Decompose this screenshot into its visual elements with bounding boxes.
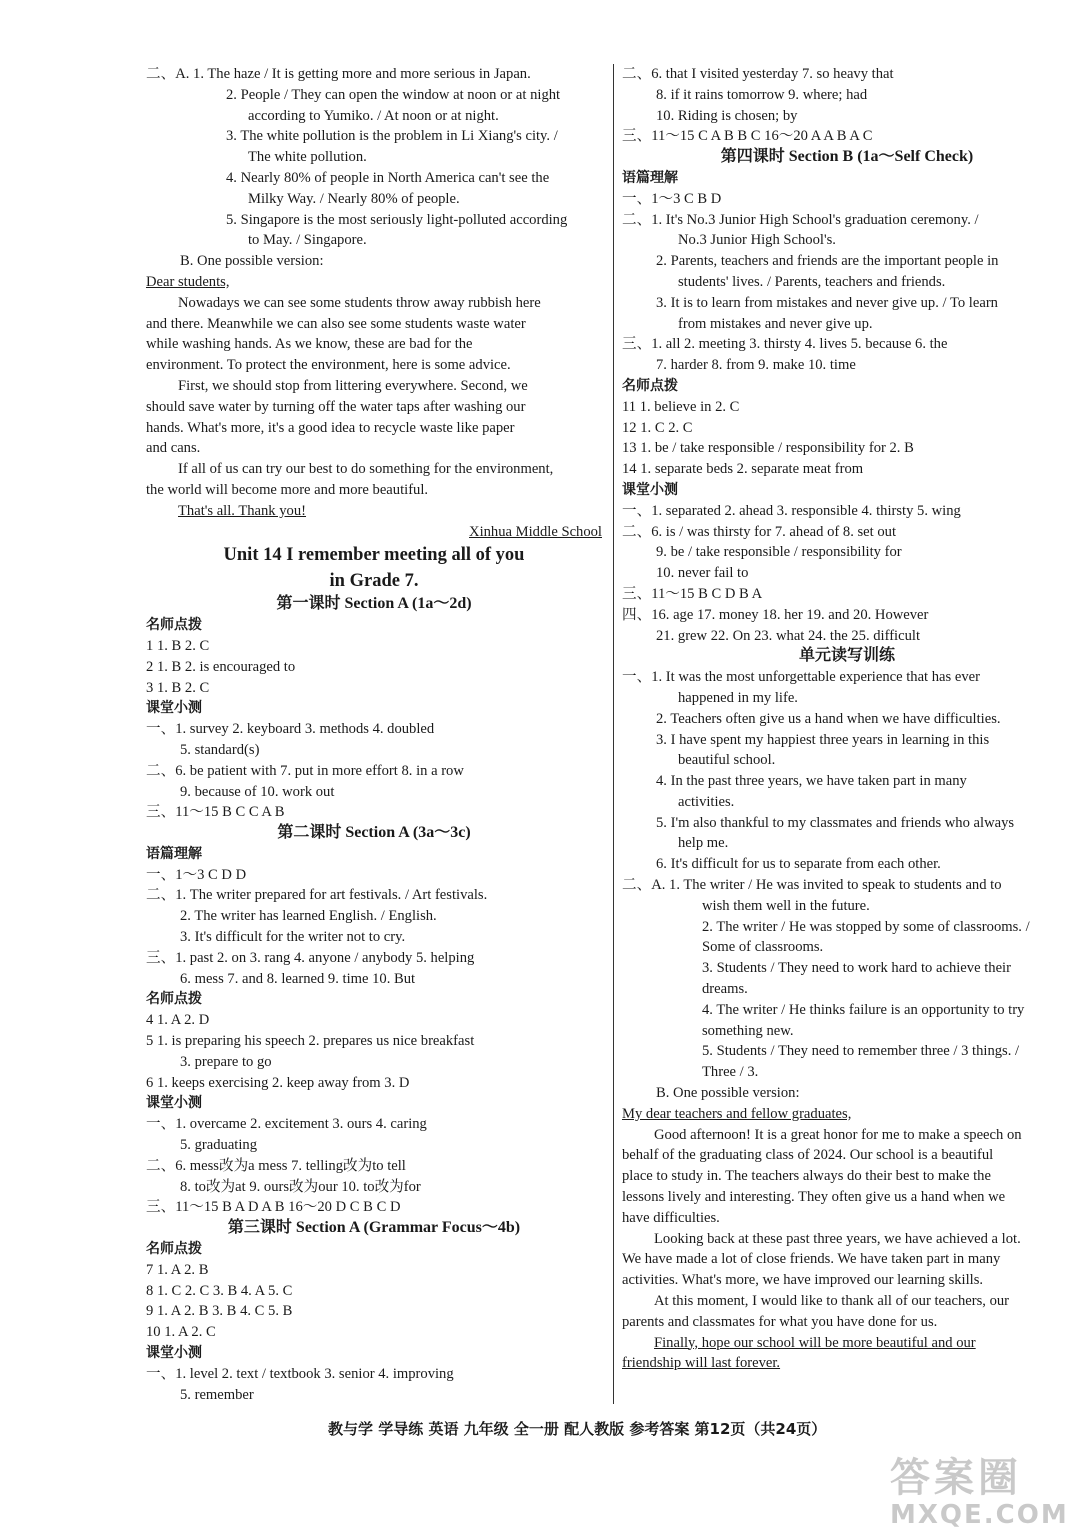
text-line: 12 1. C 2. C	[622, 419, 693, 436]
text-line: 第二课时 Section A (3a～3c)	[277, 824, 471, 842]
text-line: 14 1. separate beds 2. separate meat from	[622, 461, 864, 478]
text-line: 1 1. B 2. C	[146, 637, 210, 654]
text-line: 第四课时 Section B (1a～Self Check)	[720, 148, 974, 166]
text-line: 2 1. B 2. is encouraged to	[146, 658, 296, 675]
text-line: Dear students,	[146, 273, 230, 290]
text-line: 2. Parents, teachers and friends are the important people in	[656, 253, 999, 270]
text-line: 二、6. that I visited yesterday 7. so heavy that	[622, 66, 894, 82]
text-line: 课堂小测	[146, 700, 202, 717]
text-line: 三、11～15 B C D B A	[622, 585, 763, 602]
text-line: 7 1. A 2. B	[146, 1261, 209, 1278]
text-line: 3. The white pollution is the problem in Li Xiang's city. /	[226, 128, 558, 145]
text-line: dreams.	[702, 981, 748, 998]
text-line: B. One possible version:	[180, 253, 324, 270]
text-line: 10. never fail to	[656, 565, 749, 582]
text-line: 三、11～15 B C C A B	[146, 804, 285, 821]
text-line: 8 1. C 2. C 3. B 4. A 5. C	[146, 1282, 293, 1299]
text-line: Unit 14 I remember meeting all of you	[223, 545, 525, 566]
text-line: 三、11～15 B A D A B 16～20 D C B C D	[146, 1199, 401, 1216]
text-line: Good afternoon! It is a great honor for me to make a speech on	[654, 1126, 1022, 1143]
text-line: 4. In the past three years, we have taken part in many	[656, 773, 967, 790]
text-line: 课堂小测	[146, 1095, 202, 1112]
text-line: to May. / Singapore.	[248, 232, 367, 249]
text-line: 一、1. overcame 2. excitement 3. ours 4. caring	[146, 1116, 427, 1133]
text-line: 11 1. believe in 2. C	[622, 398, 740, 415]
text-line: hands. What's more, it's a good idea to recycle waste like paper	[146, 419, 515, 436]
text-line: Nowadays we can see some students throw away rubbish here	[178, 294, 541, 311]
text-line: 二、A. 1. The haze / It is getting more and more serious in Japan.	[146, 66, 531, 82]
text-line: 一、1～3 C D D	[146, 866, 247, 883]
text-line: B. One possible version:	[656, 1085, 800, 1102]
text-line: environment. To protect the environment, here is some advice.	[146, 357, 511, 374]
text-line: from mistakes and never give up.	[678, 315, 873, 332]
text-line: 5. Students / They need to remember three / 3 things. /	[702, 1043, 1020, 1060]
text-line: 二、1. It's No.3 Junior High School's graduation ceremony. /	[622, 211, 979, 228]
text-line: Milky Way. / Nearly 80% of people.	[248, 190, 460, 207]
text-line: 一、1. It was the most unforgettable experience that has ever	[622, 669, 980, 686]
text-line: have difficulties.	[622, 1209, 720, 1226]
text-line: beautiful school.	[678, 752, 776, 769]
text-line: 课堂小测	[622, 481, 678, 498]
text-line: and there. Meanwhile we can also see some students waste water	[146, 315, 526, 332]
text-line: 2. Teachers often give us a hand when we have difficulties.	[656, 710, 1001, 727]
text-line: 6. mess 7. and 8. learned 9. time 10. But	[180, 970, 416, 987]
text-line: 名师点拨	[622, 377, 678, 394]
text-line: At this moment, I would like to thank all of our teachers, our	[654, 1293, 1010, 1310]
text-line: 四、16. age 17. money 18. her 19. and 20. However	[622, 606, 929, 623]
text-line: 二、A. 1. The writer / He was invited to speak to students and to	[622, 877, 1002, 894]
text-line: 第一课时 Section A (1a～2d)	[276, 595, 472, 613]
text-line: 21. grew 22. On 23. what 24. the 25. difficult	[656, 627, 920, 644]
text-line: 3. prepare to go	[180, 1053, 272, 1070]
text-line: 5. standard(s)	[180, 741, 260, 758]
text-line: 3. It is to learn from mistakes and never give up. / To learn	[656, 294, 998, 311]
text-line: 10. Riding is chosen; by	[656, 107, 798, 124]
text-line: 3. I have spent my happiest three years in learning in this	[656, 731, 990, 748]
text-line: 9 1. A 2. B 3. B 4. C 5. B	[146, 1303, 293, 1320]
text-line: 10 1. A 2. C	[146, 1324, 216, 1341]
text-line: 8. to改为at 9. ours改为our 10. to改为for	[180, 1178, 421, 1195]
text-line: Three / 3.	[702, 1064, 759, 1081]
text-line: the world will become more and more beautiful.	[146, 481, 429, 498]
text-line: 一、1. level 2. text / textbook 3. senior 4. improving	[146, 1365, 454, 1382]
text-line: Finally, hope our school will be more beautiful and our	[654, 1334, 976, 1351]
text-line: 一、1～3 C B D	[622, 190, 722, 207]
text-line: 13 1. be / take responsible / responsibility for 2. B	[622, 440, 914, 457]
text-line: 第三课时 Section A (Grammar Focus～4b)	[227, 1219, 521, 1237]
watermark-logo	[890, 1456, 1070, 1532]
text-line: 3 1. B 2. C	[146, 679, 210, 696]
text-line: 三、1. past 2. on 3. rang 4. anyone / anybody 5. helping	[146, 949, 475, 966]
text-line: 2. The writer / He was stopped by some of classrooms. /	[702, 918, 1030, 935]
watermark-url: MXQE.COM	[890, 1500, 1069, 1530]
text-line: activities.	[678, 793, 735, 810]
text-line: 6. It's difficult for us to separate from each other.	[656, 856, 941, 873]
text-line: 5. I'm also thankful to my classmates and friends who always	[656, 814, 1015, 831]
text-line: Looking back at these past three years, we have achieved a lot.	[654, 1230, 1021, 1247]
text-line: 5 1. is preparing his speech 2. prepares us nice breakfast	[146, 1033, 475, 1050]
text-line: and cans.	[146, 440, 201, 457]
text-line: 6 1. keeps exercising 2. keep away from 3. D	[146, 1074, 410, 1091]
text-line: lessons lively and interesting. They often give us a hand when we	[622, 1189, 1006, 1206]
text-line: 语篇理解	[146, 845, 202, 862]
text-line: No.3 Junior High School's.	[678, 232, 836, 249]
text-line: 语篇理解	[622, 169, 678, 186]
text-line: help me.	[678, 835, 729, 852]
text-line: That's all. Thank you!	[178, 502, 307, 519]
text-line: My dear teachers and fellow graduates,	[622, 1105, 852, 1122]
text-line: something new.	[702, 1022, 794, 1039]
text-line: 3. Students / They need to work hard to achieve their	[702, 960, 1011, 977]
text-line: in Grade 7.	[329, 571, 419, 592]
text-line: 7. harder 8. from 9. make 10. time	[656, 357, 856, 374]
text-line: 一、1. survey 2. keyboard 3. methods 4. doubled	[146, 721, 435, 738]
text-line: behalf of the graduating class of 2024. Our school is a beautiful	[622, 1147, 994, 1164]
text-line: 一、1. separated 2. ahead 3. responsible 4. thirsty 5. wing	[622, 502, 961, 519]
text-line: 二、6. is / was thirsty for 7. ahead of 8. set out	[622, 523, 896, 540]
text-line: should save water by turning off the water taps after washing our	[146, 398, 526, 415]
text-line: 2. The writer has learned English. / English.	[180, 908, 437, 925]
text-line: wish them well in the future.	[702, 897, 870, 914]
text-line: Some of classrooms.	[702, 939, 824, 956]
text-line: 9. because of 10. work out	[180, 783, 335, 800]
text-line: 4. The writer / He thinks failure is an opportunity to try	[702, 1001, 1025, 1018]
text-line: 4. Nearly 80% of people in North America can't see the	[226, 169, 550, 186]
text-line: First, we should stop from littering everywhere. Second, we	[178, 377, 528, 394]
text-line: 名师点拨	[146, 991, 202, 1008]
text-line: If all of us can try our best to do something for the environment,	[178, 461, 554, 478]
text-line: 名师点拨	[146, 617, 202, 634]
left-column	[146, 64, 602, 1405]
text-line: 名师点拨	[146, 1241, 202, 1258]
text-line: 5. graduating	[180, 1137, 258, 1154]
text-line: 三、1. all 2. meeting 3. thirsty 4. lives 5. because 6. the	[622, 336, 948, 353]
text-line: students' lives. / Parents, teachers and friends.	[678, 273, 946, 290]
page-footer: 教与学 学导练 英语 九年级 全一册 配人教版 参考答案 第12页（共24页）	[328, 1420, 827, 1438]
right-column	[622, 64, 1072, 1374]
watermark-text: 答案圈	[890, 1455, 1022, 1501]
text-line: 二、1. The writer prepared for art festivals. / Art festivals.	[146, 887, 488, 904]
text-line: 5. remember	[180, 1386, 254, 1403]
text-line: parents and classmates for what you have done for us.	[622, 1313, 938, 1330]
text-line: happened in my life.	[678, 689, 798, 706]
text-line: 二、6. mess改为a mess 7. telling改为to tell	[146, 1157, 406, 1174]
text-line: 二、6. be patient with 7. put in more effort 8. in a row	[146, 762, 464, 779]
text-line: 2. People / They can open the window at noon or at night	[226, 86, 561, 103]
text-line: The white pollution.	[248, 149, 367, 166]
text-line: 9. be / take responsible / responsibility for	[656, 544, 902, 561]
text-line: Xinhua Middle School	[469, 523, 602, 540]
text-line: activities. What's more, we have improved our learning skills.	[622, 1272, 984, 1289]
text-line: 8. if it rains tomorrow 9. where; had	[656, 86, 868, 103]
text-line: friendship will last forever.	[622, 1355, 781, 1372]
text-line: while washing hands. As we know, these are bad for the	[146, 336, 473, 353]
text-line: 单元读写训练	[798, 647, 895, 665]
text-line: 3. It's difficult for the writer not to cry.	[180, 929, 406, 946]
text-line: We have made a lot of close friends. We have taken part in many	[622, 1251, 1001, 1268]
text-line: 三、11～15 C A B B C 16～20 A A B A C	[622, 128, 873, 145]
text-line: 5. Singapore is the most seriously light-polluted according	[226, 211, 568, 228]
text-line: place to study in. The teachers always do their best to make the	[622, 1168, 991, 1185]
text-line: 课堂小测	[146, 1345, 202, 1362]
text-line: according to Yumiko. / At noon or at night.	[248, 107, 499, 124]
text-line: 4 1. A 2. D	[146, 1012, 210, 1029]
column-divider	[613, 64, 614, 1404]
